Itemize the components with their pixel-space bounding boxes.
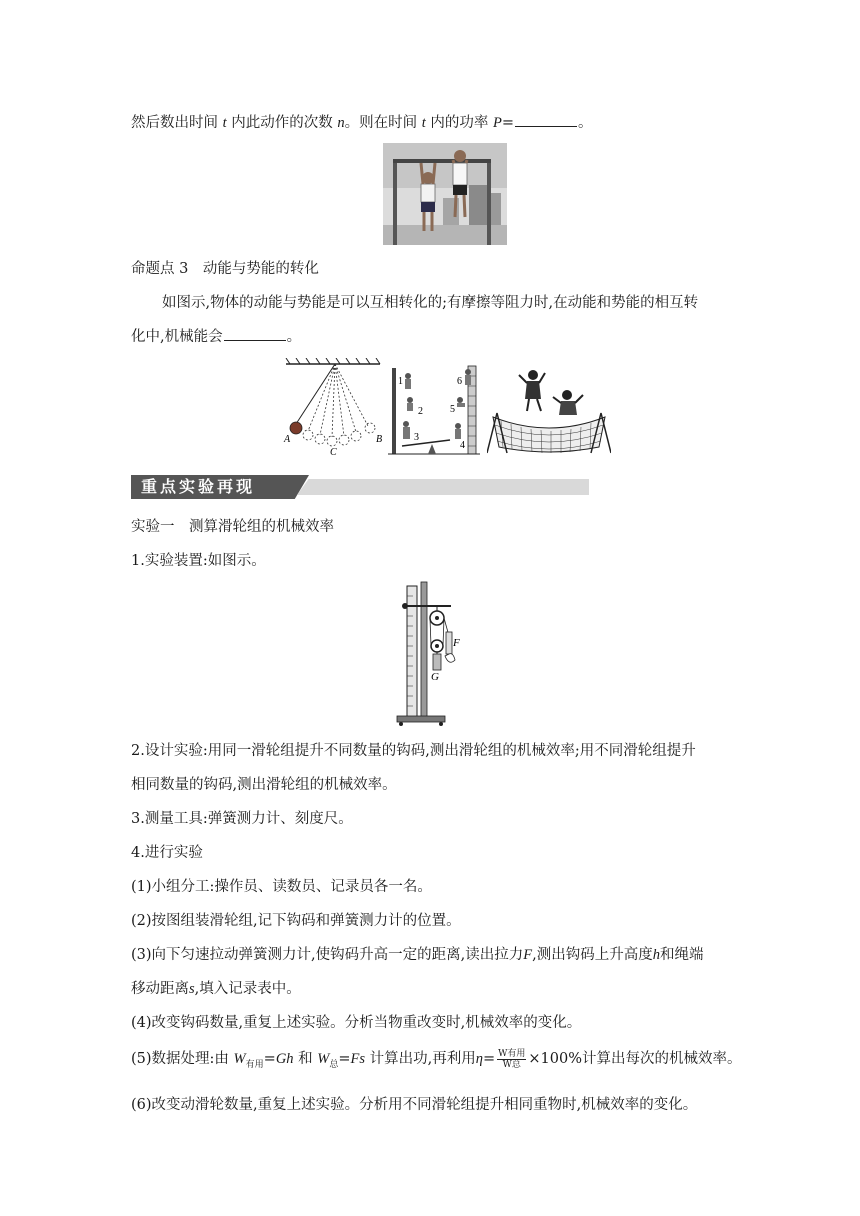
label-b: B (376, 434, 383, 445)
step-3: 3.测量工具:弹簧测力计、刻度尺。 (131, 811, 353, 827)
svg-text:3: 3 (414, 432, 419, 443)
substep-2: (2)按图组装滑轮组,记下钩码和弹簧测力计的位置。 (131, 913, 461, 929)
label-g: G (431, 671, 439, 683)
answer-blank-power[interactable] (515, 112, 577, 127)
step-4: 4.进行实验 (131, 845, 203, 861)
power-question-line: 然后数出时间 t 内此动作的次数 n。则在时间 t 内的功率 P= 。 (131, 112, 592, 134)
efficiency-fraction: $\frac{\text{W有用}}{\text{W总}}$ (498, 1048, 526, 1070)
svg-text:5: 5 (450, 404, 455, 415)
svg-text:1: 1 (398, 376, 403, 387)
section-heading-energy-conversion: 命题点 3 动能与势能的转化 (131, 261, 319, 277)
experiment-title: 实验一 测算滑轮组的机械效率 (131, 519, 334, 535)
substep-6: (6)改变动滑轮数量,重复上述实验。分析用不同滑轮组提升相同重物时,机械效率的变化。 (131, 1097, 698, 1113)
seesaw-acrobat-figure (388, 362, 484, 456)
step-2-line-1: 2.设计实验:用同一滑轮组提升不同数量的钩码,测出滑轮组的机械效率;用不同滑轮组提升 (131, 743, 696, 759)
svg-text:2: 2 (418, 406, 423, 417)
label-c: C (330, 447, 337, 458)
section-banner (131, 475, 589, 499)
step-2-line-2: 相同数量的钩码,测出滑轮组的机械效率。 (131, 777, 397, 793)
paragraph-line: 化中,机械能会 。 (131, 326, 301, 348)
banner-title: 重点实验再现 (141, 477, 256, 496)
label-a: A (284, 434, 291, 445)
trampoline-figure (487, 365, 611, 455)
answer-blank-mechanical-energy[interactable] (224, 326, 286, 341)
substep-1: (1)小组分工:操作员、读数员、记录员各一名。 (131, 879, 432, 895)
substep-3-line-1: (3)向下匀速拉动弹簧测力计,使钩码升高一定的距离,读出拉力F,测出钩码上升高度h和绳端 (131, 947, 704, 963)
pendulum-figure (280, 358, 386, 458)
substep-4: (4)改变钩码数量,重复上述实验。分析当物重改变时,机械效率的变化。 (131, 1015, 582, 1031)
svg-text:4: 4 (460, 440, 465, 451)
label-f: F (453, 637, 460, 649)
step-1: 1.实验装置:如图示。 (131, 553, 266, 569)
pulley-apparatus-figure (393, 580, 465, 730)
pullup-photo (383, 143, 507, 245)
paragraph-line: 如图示,物体的动能与势能是可以互相转化的;有摩擦等阻力时,在动能和势能的相互转 (162, 295, 699, 311)
substep-5: (5)数据处理:由 $W_{有用}=Gh$ 和 $W_总=Fs$ 计算出功,再利用η= $\frac{\text{W有用}}{\text{W总}}$ ×100%计算出每次的机械效率。 (131, 1048, 742, 1070)
substep-3-line-2: 移动距离s,填入记录表中。 (131, 981, 301, 997)
svg-text:6: 6 (457, 376, 462, 387)
